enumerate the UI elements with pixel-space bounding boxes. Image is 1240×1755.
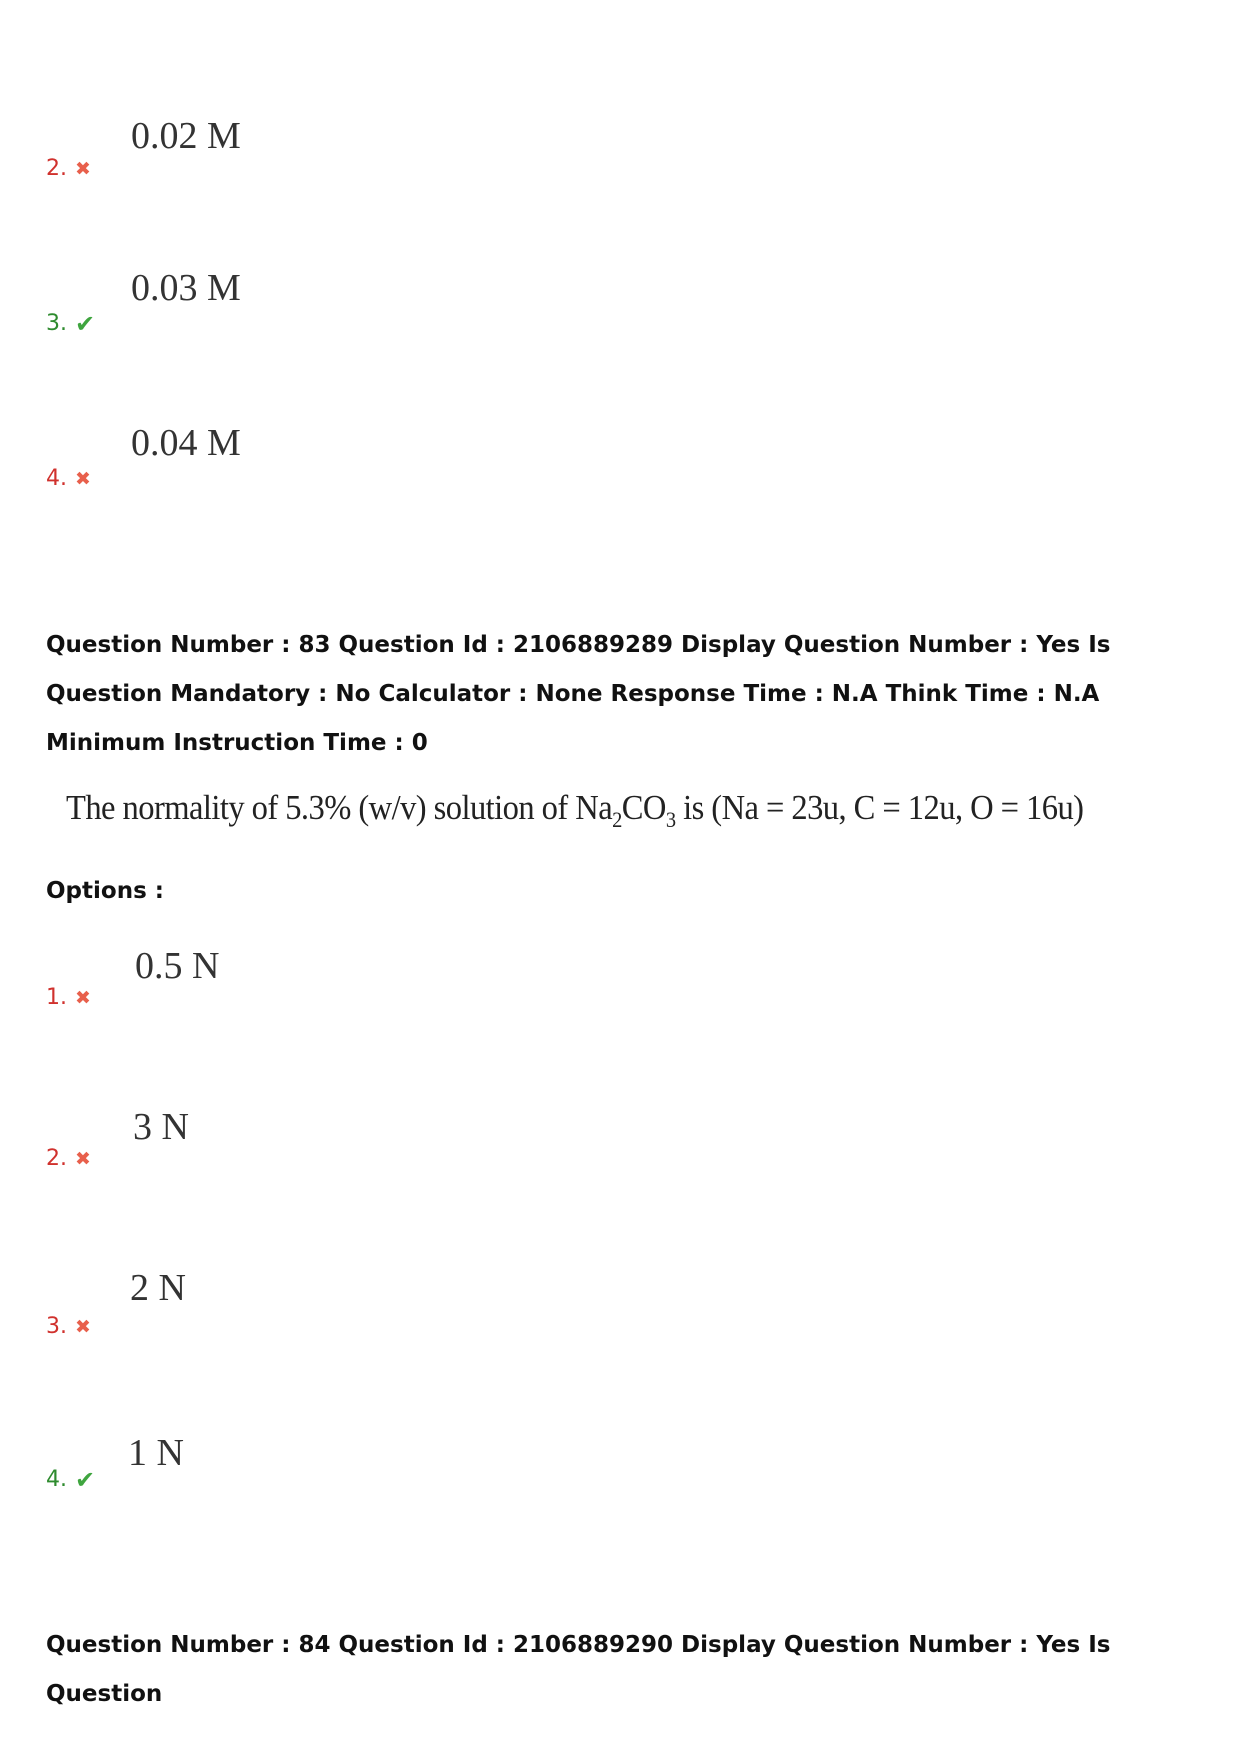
option-number: 2. ✖ [46, 1146, 91, 1171]
option-number: 3. ✖ [46, 1314, 91, 1339]
option-number: 4. ✖ [46, 466, 91, 491]
question-info-84: Question Number : 84 Question Id : 2106889290 Display Question Number : Yes Is Question [46, 1632, 1111, 1707]
option-text: 3 N [133, 1106, 189, 1148]
cross-icon: ✖ [75, 1316, 91, 1338]
options-label: Options : [46, 878, 164, 904]
option-text: 1 N [128, 1432, 184, 1474]
option-number: 2. ✖ [46, 156, 91, 181]
cross-icon: ✖ [75, 158, 91, 180]
option-text: 0.5 N [135, 945, 220, 987]
option-number: 4. ✔ [46, 1466, 96, 1494]
option-number: 3. ✔ [46, 310, 96, 338]
option-text: 2 N [130, 1267, 186, 1309]
option-number: 1. ✖ [46, 985, 91, 1010]
question-text-83: The normality of 5.3% (w/v) solution of $Na_2CO_3$ is (Na = 23u, C = 12u, O = 16u) [66, 788, 1084, 832]
question-info-83: Question Number : 83 Question Id : 2106889289 Display Question Number : Yes Is Question Mandatory : No Calculator : None Response Time : N.A Think Time : N.A Minimum Instruction Time : 0 [46, 632, 1111, 756]
cross-icon: ✖ [75, 1148, 91, 1170]
option-text: 0.02 M [131, 115, 241, 157]
cross-icon: ✖ [75, 468, 91, 490]
option-text: 0.03 M [131, 267, 241, 309]
check-icon: ✔ [75, 310, 96, 338]
cross-icon: ✖ [75, 987, 91, 1009]
check-icon: ✔ [75, 1466, 96, 1494]
option-text: 0.04 M [131, 422, 241, 464]
